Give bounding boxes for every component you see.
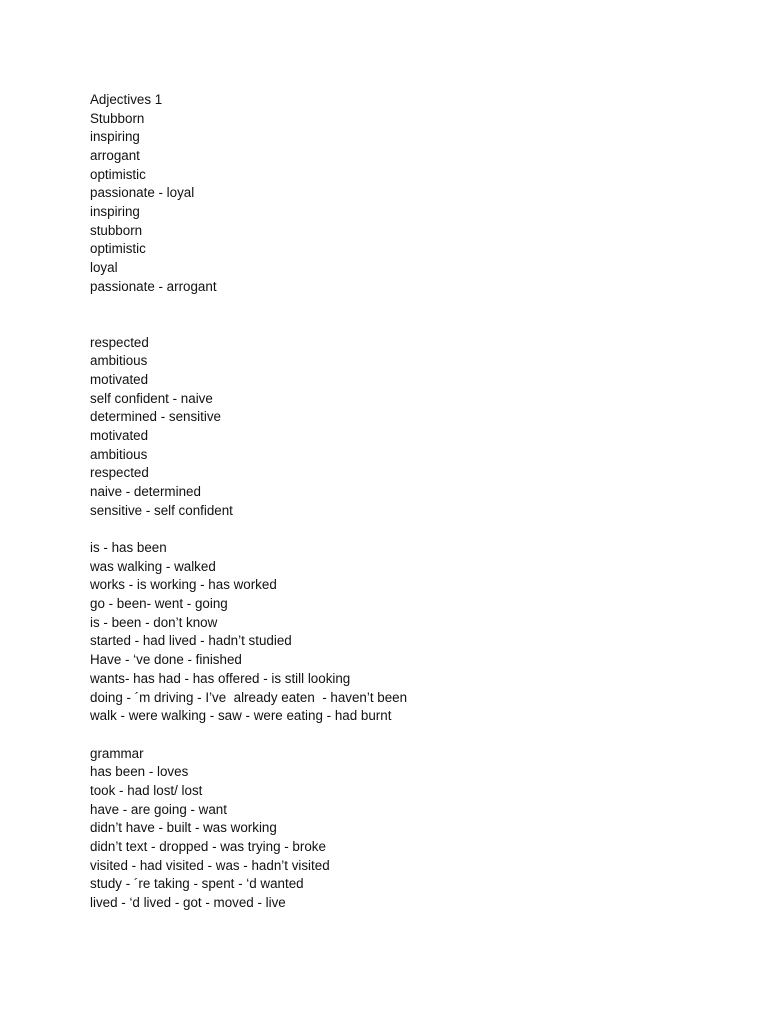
document-line: naive - determined <box>90 484 201 500</box>
document-line: self confident - naive <box>90 390 213 406</box>
blank-line <box>90 726 730 745</box>
document-line: inspiring <box>90 204 140 220</box>
document-line: Adjectives 1 <box>90 92 163 107</box>
document-line: grammar <box>90 745 144 761</box>
document-line: sensitive - self confident <box>90 502 233 518</box>
document-line: optimistic <box>90 166 146 182</box>
document-line: Stubborn <box>90 110 145 126</box>
document-line: is - has been <box>90 540 167 556</box>
document-line: go - been- went - going <box>90 596 228 612</box>
document-line: motivated <box>90 428 149 444</box>
document-line: inspiring <box>90 129 140 145</box>
document-line: has been - loves <box>90 764 189 780</box>
document-line: was walking - walked <box>90 558 216 574</box>
document-line: respected <box>90 334 149 350</box>
document-line: study - ´re taking - spent - ‘d wanted <box>90 876 304 892</box>
blank-line <box>90 296 730 315</box>
document-line: respected <box>90 465 149 481</box>
document-line: took - had lost/ lost <box>90 782 203 798</box>
document-line: motivated <box>90 372 149 388</box>
document-line: stubborn <box>90 222 143 238</box>
document-line: ambitious <box>90 446 148 462</box>
document-line: started - had lived - hadn’t studied <box>90 633 292 649</box>
document-line: ambitious <box>90 353 148 369</box>
blank-line <box>90 315 730 334</box>
document-line: loyal <box>90 260 118 276</box>
document-line: determined - sensitive <box>90 409 221 425</box>
document-line: didn’t text - dropped - was trying - broke <box>90 838 326 854</box>
document-line: is - been - don’t know <box>90 614 218 630</box>
document-line: passionate - arrogant <box>90 278 217 294</box>
document-line: passionate - loyal <box>90 185 195 201</box>
document-line: lived - ‘d lived - got - moved - live <box>90 894 286 910</box>
document-text <box>90 91 730 913</box>
document-line: optimistic <box>90 241 146 257</box>
document-line: doing - ´m driving - I’ve already eaten - haven’t been <box>90 689 408 705</box>
document-line: Have - ‘ve done - finished <box>90 652 242 668</box>
document-line: works - is working - has worked <box>90 577 277 593</box>
blank-line <box>90 520 730 539</box>
document-line: wants- has had - has offered - is still looking <box>90 670 351 686</box>
document-line: didn’t have - built - was working <box>90 820 277 836</box>
document-line: arrogant <box>90 148 140 164</box>
document-line: walk - were walking - saw - were eating - had burnt <box>90 708 392 724</box>
document-line: have - are going - want <box>90 801 227 817</box>
document-line: visited - had visited - was - hadn’t visited <box>90 857 330 873</box>
